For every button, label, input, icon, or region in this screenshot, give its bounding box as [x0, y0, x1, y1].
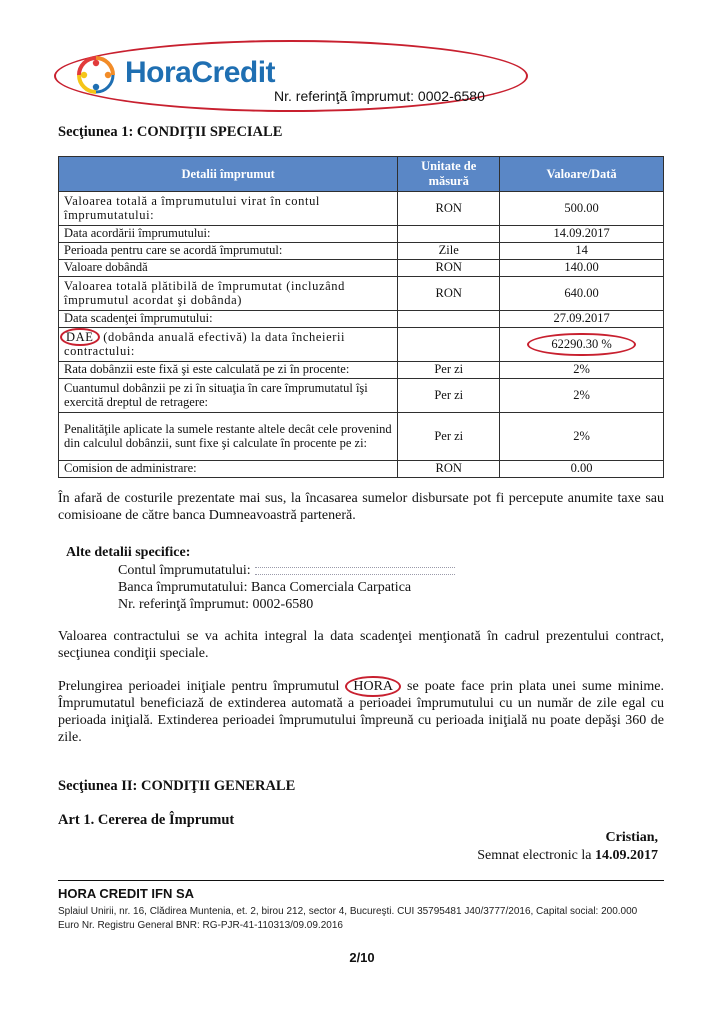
special-conditions-table [58, 156, 664, 478]
row-label: Rata dobânzii este fixă şi este calculată pe zi în procente: [59, 362, 398, 379]
col-header-unit: Unitate de măsură [398, 157, 500, 192]
row-unit: Per zi [398, 362, 500, 379]
table-row [59, 362, 664, 379]
row-value: 500.00 [500, 192, 664, 226]
row-unit: Per zi [398, 413, 500, 461]
row-value: 2% [500, 379, 664, 413]
page-number: 2/10 [349, 950, 375, 965]
row-label: Penalităţile aplicate la sumele restante altele decât cele provenind din calculul dobânzii, sunt fixe şi calculate în procente pe zi: [59, 413, 398, 461]
row-unit [398, 311, 500, 328]
hora-credit-logo-icon [75, 54, 117, 96]
signed-electronically: Semnat electronic la 14.09.2017 [477, 848, 658, 863]
table-row-dae [59, 328, 664, 362]
table-row [59, 311, 664, 328]
row-value: 2% [500, 362, 664, 379]
detail-bank: Banca împrumutatului: Banca Comerciala Carpatica [118, 580, 412, 595]
footer-address: Splaiul Unirii, nr. 16, Clădirea Muntenia, et. 2, birou 212, sector 4, Bucureşti. CUI 35795481 J40/3777/2016, Capital social: 200.000 [58, 906, 638, 917]
costs-paragraph: În afară de costurile prezentate mai sus, la încasarea sumelor disbursate pot fi percepute anumite taxe sau comisioane de către banca Dumneavoastră parteneră. [58, 491, 664, 523]
section2-title: Secţiunea II: CONDIŢII GENERALE [58, 778, 296, 794]
row-unit: Per zi [398, 379, 500, 413]
row-label: Cuantumul dobânzii pe zi în situaţia în care împrumutatul îşi exercită dreptul de retragere: [59, 379, 398, 413]
row-label: Data acordării împrumutului: [59, 226, 398, 243]
annotation-circle-dae: DAE [60, 328, 100, 346]
row-unit: Zile [398, 243, 500, 260]
footer-company: HORA CREDIT IFN SA [58, 886, 195, 901]
row-value: 14 [500, 243, 664, 260]
row-label: Data scadenţei împrumutului: [59, 311, 398, 328]
detail-ref: Nr. referinţă împrumut: 0002-6580 [118, 597, 314, 612]
table-header-row [59, 157, 664, 192]
annotation-circle-hora: HORA [345, 676, 401, 697]
row-unit: RON [398, 277, 500, 311]
contract-value-paragraph: Valoarea contractului se va achita integral la data scadenţei menţionată în cadrul prezentului contract, secţiunea condiţii speciale. [58, 629, 664, 661]
annotation-circle-dae-value: 62290.30 % [527, 333, 635, 357]
details-title: Alte detalii specifice: [66, 545, 191, 560]
footer-registry: Euro Nr. Registru General BNR: RG-PJR-41-110313/09.09.2016 [58, 920, 343, 931]
row-label: DAE (dobânda anuală efectivă) la data încheierii contractului: [59, 328, 398, 362]
table-row [59, 260, 664, 277]
row-label: Comision de administrare: [59, 461, 398, 478]
row-label: Valoarea totală a împrumutului virat în contul împrumutatului: [59, 192, 398, 226]
row-value: 140.00 [500, 260, 664, 277]
table-row [59, 226, 664, 243]
detail-account: Contul împrumutatului: [118, 562, 455, 579]
col-header-details: Detalii împrumut [59, 157, 398, 192]
extension-paragraph: Prelungirea perioadei iniţiale pentru împrumutul HORA se poate face prin plata unei sume minime. Împrumutatul beneficiază de extinderea automată a perioadei împrumutului cu un număr de zile egal cu perioada iniţială. Extinderea perioadei împrumutului împreună cu perioada iniţială nu poate depăşi 360 de zile. [58, 678, 664, 746]
row-label: Valoare dobândă [59, 260, 398, 277]
row-value [500, 328, 664, 362]
row-value: 0.00 [500, 461, 664, 478]
table-row [59, 192, 664, 226]
section1-title: Secţiunea 1: CONDIŢII SPECIALE [58, 124, 283, 140]
row-value: 27.09.2017 [500, 311, 664, 328]
row-label: Perioada pentru care se acordă împrumutul: [59, 243, 398, 260]
header-loan-reference: Nr. referinţă împrumut: 0002-6580 [274, 88, 485, 104]
table-row [59, 277, 664, 311]
row-unit: RON [398, 192, 500, 226]
table-row [59, 413, 664, 461]
col-header-value: Valoare/Dată [500, 157, 664, 192]
logo-wordmark: HoraCredit [125, 56, 276, 89]
row-value: 14.09.2017 [500, 226, 664, 243]
row-unit: RON [398, 260, 500, 277]
table-row [59, 461, 664, 478]
row-unit [398, 328, 500, 362]
row-value: 2% [500, 413, 664, 461]
footer-divider [58, 880, 664, 881]
article1-title: Art 1. Cererea de Împrumut [58, 812, 235, 828]
row-label: Valoarea totală plătibilă de împrumutat (incluzând împrumutul acordat şi dobânda) [59, 277, 398, 311]
row-unit [398, 226, 500, 243]
row-unit: RON [398, 461, 500, 478]
account-redacted [255, 567, 455, 575]
table-row [59, 379, 664, 413]
signatory-name: Cristian, [605, 830, 658, 845]
table-row [59, 243, 664, 260]
row-value: 640.00 [500, 277, 664, 311]
